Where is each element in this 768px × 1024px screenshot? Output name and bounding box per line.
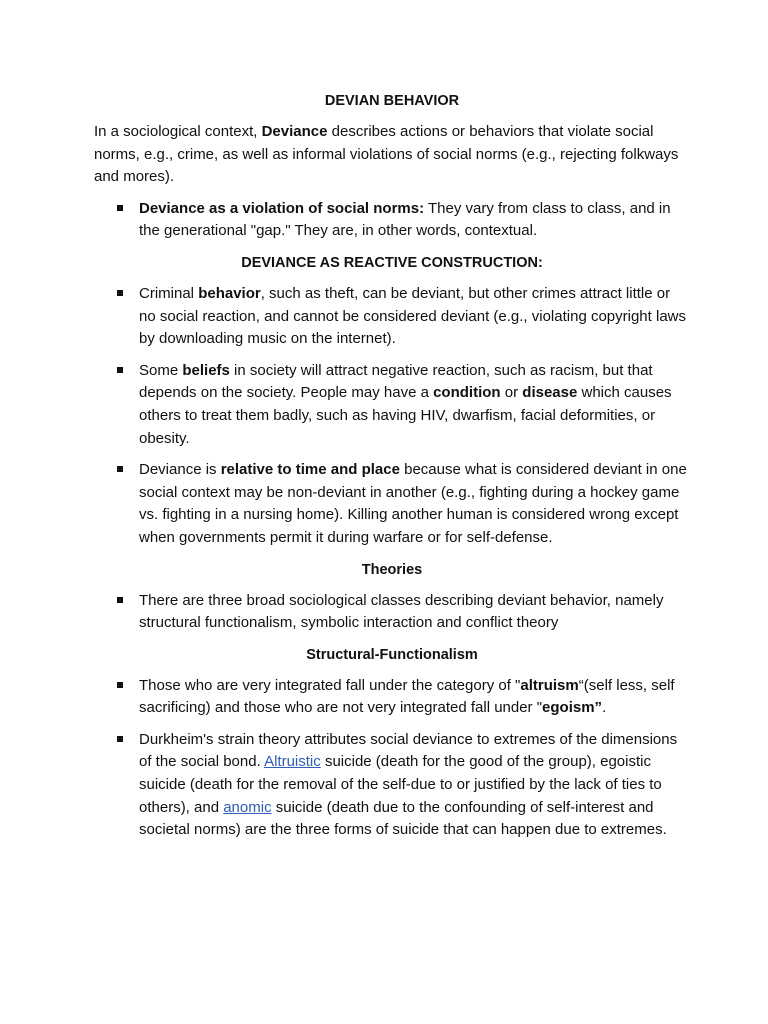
square-bullet-icon	[117, 290, 123, 296]
bold-term: condition	[433, 384, 501, 402]
bullet-relative-time-place	[94, 459, 688, 549]
bullet-three-classes	[94, 590, 688, 635]
bold-term: behavior	[198, 284, 261, 302]
bold-term: relative to time and place	[220, 461, 400, 479]
heading-structural-functionalism: Structural-Functionalism	[306, 646, 478, 663]
bullet-durkheim-strain	[94, 729, 688, 842]
text-run: suicide (death for the good of the group), egoistic suicide (death for the removal of the self-due to or justified by the lack of ties to others), and	[139, 753, 662, 816]
intro-paragraph	[94, 121, 688, 189]
text-run: .	[602, 699, 607, 717]
heading-theories: Theories	[361, 561, 423, 578]
text-run: Deviance is	[139, 461, 221, 479]
text-run: or	[500, 384, 523, 402]
text-run: describes actions or behaviors that violate social norms, e.g., crime, as well as informal violations of social norms (e.g., rejecting folkways and mores).	[94, 123, 679, 186]
text-run: Criminal	[139, 284, 199, 302]
text-run: Durkheim's strain theory attributes social deviance to extremes of the dimensions of the social bond.	[139, 730, 678, 771]
text-run: They vary from class to class, and in the generational "gap." They are, in other words, contextual.	[139, 199, 671, 240]
bold-term: altruism	[520, 676, 579, 694]
square-bullet-icon	[117, 367, 123, 373]
bullet-list	[94, 675, 688, 842]
document-body	[94, 121, 688, 842]
text-run: suicide (death due to the confounding of self-interest and societal norms) are the three forms of suicide that can happen due to extremes.	[139, 798, 667, 839]
text-run: There are three broad sociological classes describing deviant behavior, namely structural functionalism, symbolic interaction and conflict theory	[139, 591, 664, 632]
bullet-violation-of-norms	[94, 198, 688, 243]
text-run: because what is considered deviant in one social context may be non-deviant in another (e.g., fighting during a hockey game vs. fighting in a nursing home). Killing another human is considered wrong except when governments permit it during warfare or for self-defense.	[139, 461, 687, 546]
bold-term: beliefs	[182, 361, 230, 379]
hyperlink-anomic[interactable]: anomic	[223, 798, 272, 816]
text-run: “(self less, self sacrificing) and those who are not very integrated fall under "	[139, 676, 675, 717]
text-run: In a sociological context,	[94, 123, 262, 140]
square-bullet-icon	[117, 682, 123, 688]
bold-term: disease	[522, 384, 578, 402]
bullet-list	[94, 198, 688, 243]
text-run: Those who are very integrated fall under the category of "	[139, 676, 521, 694]
document-title: DEVIAN BEHAVIOR	[324, 93, 460, 109]
bullet-criminal-behavior	[94, 283, 688, 351]
text-run: Some	[139, 361, 183, 379]
square-bullet-icon	[117, 736, 123, 742]
heading-reactive-construction: DEVIANCE AS REACTIVE CONSTRUCTION:	[241, 254, 543, 271]
bullet-altruism-egoism	[94, 675, 688, 720]
bullet-list	[94, 590, 688, 635]
bold-term: Deviance as a violation of social norms:	[139, 199, 425, 217]
bullet-beliefs	[94, 360, 688, 450]
square-bullet-icon	[117, 597, 123, 603]
bullet-list	[94, 283, 688, 550]
text-run: in society will attract negative reaction, such as racism, but that depends on the society. People may have a	[139, 361, 653, 402]
text-run: , such as theft, can be deviant, but other crimes attract little or no social reaction, and cannot be considered deviant (e.g., violating copyright laws by downloading music on the internet).	[139, 284, 686, 348]
text-run: which causes others to treat them badly, such as having HIV, dwarfism, facial deformities, or obesity.	[139, 384, 672, 447]
square-bullet-icon	[117, 466, 123, 472]
bold-term: egoism”	[542, 699, 603, 717]
bold-term: Deviance	[261, 123, 328, 140]
square-bullet-icon	[117, 205, 123, 211]
hyperlink-altruistic[interactable]: Altruistic	[264, 753, 321, 771]
